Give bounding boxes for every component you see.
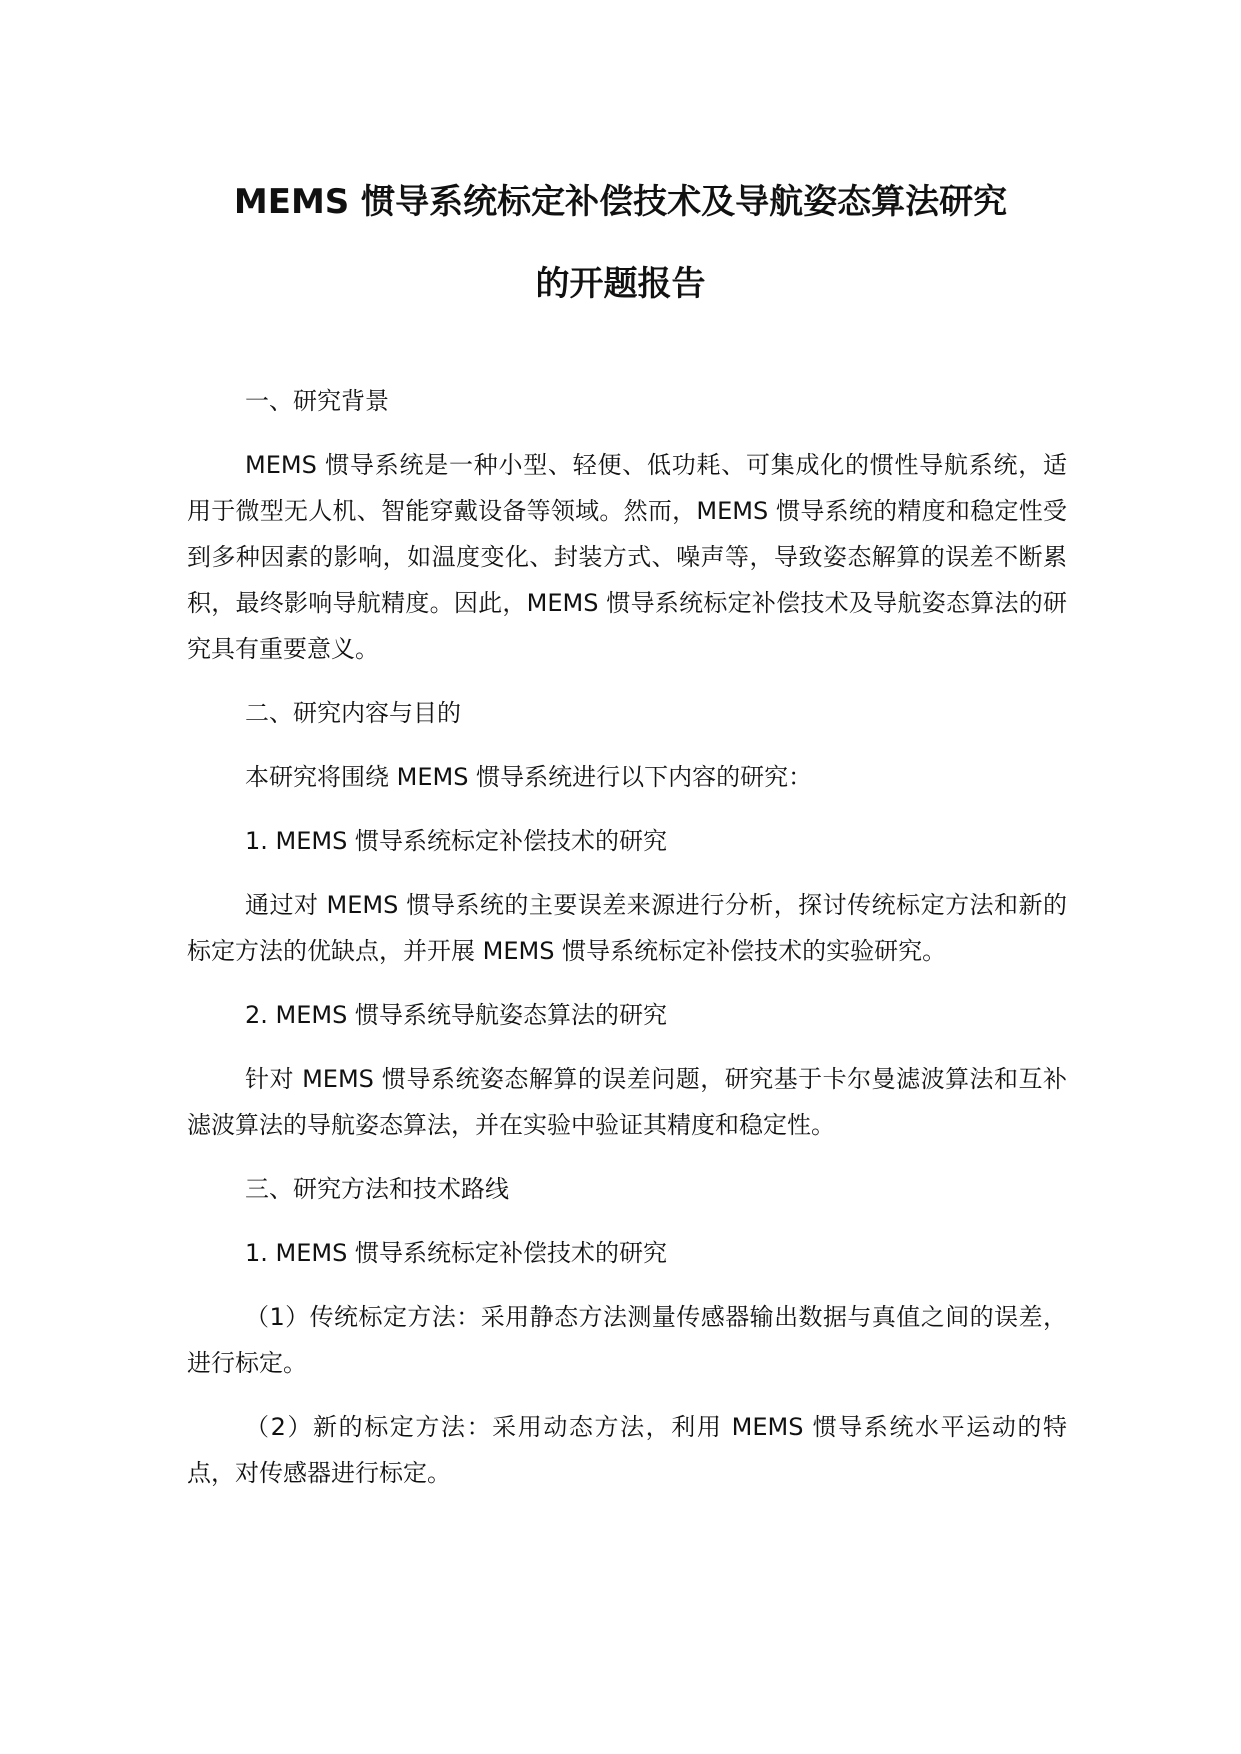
subheading-calibration: 1. MEMS 惯导系统标定补偿技术的研究 (245, 827, 667, 855)
paragraph-attitude-algorithm: 针对 MEMS 惯导系统姿态解算的误差问题，研究基于卡尔曼滤波算法和互补滤波算法的导航姿态算法，并在实验中验证其精度和稳定性。 (187, 1065, 1067, 1139)
subheading-attitude-algorithm: 2. MEMS 惯导系统导航姿态算法的研究 (245, 1001, 667, 1029)
document-title-line-1: MEMS 惯导系统标定补偿技术及导航姿态算法研究 (233, 182, 1008, 222)
paragraph-intro: 本研究将围绕 MEMS 惯导系统进行以下内容的研究： (245, 763, 813, 791)
paragraph-calibration: 通过对 MEMS 惯导系统的主要误差来源进行分析，探讨传统标定方法和新的标定方法的优缺点，并开展 MEMS 惯导系统标定补偿技术的实验研究。 (187, 891, 1067, 965)
document-title-line-2: 的开题报告 (535, 264, 706, 304)
paragraph-traditional-method: （1）传统标定方法：采用静态方法测量传感器输出数据与真值之间的误差，进行标定。 (187, 1303, 1067, 1377)
paragraph-background: MEMS 惯导系统是一种小型、轻便、低功耗、可集成化的惯性导航系统，适用于微型无人机、智能穿戴设备等领域。然而，MEMS 惯导系统的精度和稳定性受到多种因素的影响，如温度变化、封装方式、噪声等，导致姿态解算的误差不断累积，最终影响导航精度。因此，MEMS 惯导系统标定补偿技术及导航姿态算法的研究具有重要意义。 (187, 451, 1067, 663)
document-body (187, 378, 1067, 1496)
subheading-calibration-methods: 1. MEMS 惯导系统标定补偿技术的研究 (245, 1239, 667, 1267)
section-heading-methods: 三、研究方法和技术路线 (245, 1175, 509, 1203)
paragraph-new-method: （2）新的标定方法：采用动态方法，利用 MEMS 惯导系统水平运动的特点，对传感器进行标定。 (187, 1413, 1067, 1487)
section-heading-background: 一、研究背景 (245, 387, 389, 415)
section-heading-content-purpose: 二、研究内容与目的 (245, 699, 461, 727)
